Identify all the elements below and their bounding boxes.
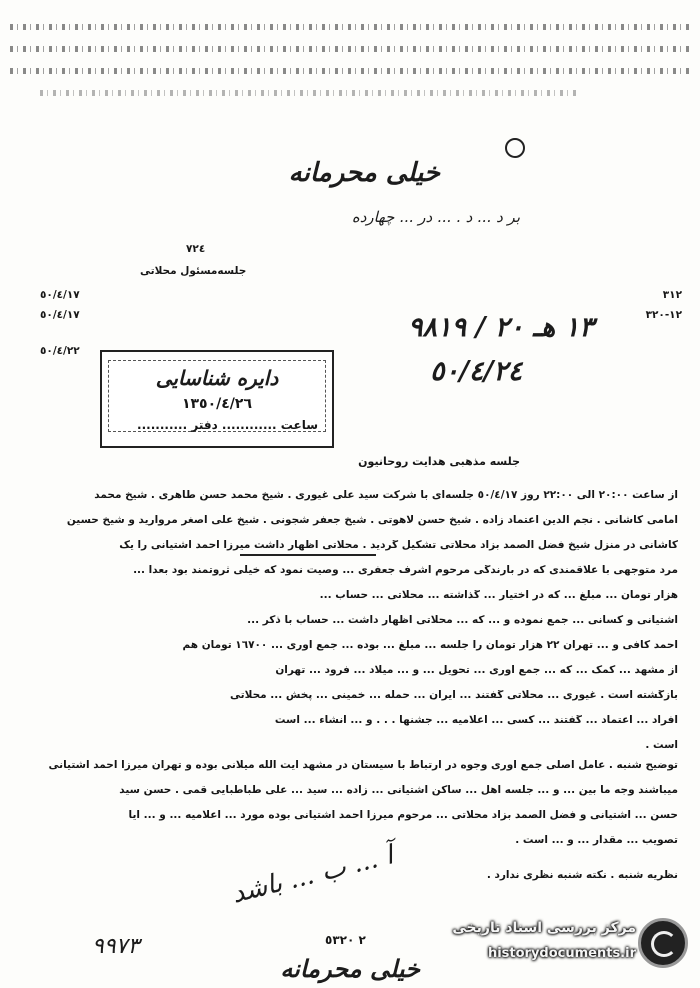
footer-hand-note: آ ... ب ... باشد xyxy=(228,840,397,910)
underline-mark xyxy=(240,554,376,556)
scan-noise xyxy=(10,24,690,30)
footer-hand-number: ٩٩٧٣ xyxy=(92,934,140,959)
archive-watermark xyxy=(442,914,692,976)
hand-reg-date: ٥٠/٤/٢٤ xyxy=(430,356,523,387)
hand-reg-number: ١٣ هـ ٢٠ / ٩٨١٩ xyxy=(408,312,594,343)
body-line-10: افراد ... اعتماد ... گفتند ... کسی ... اعلامیه ... جشنها . . . و ... انشاء ... است xyxy=(274,715,678,726)
opinion-line-1: توضیح شنبه . عامل اصلی جمع آوری وجوه در ارتباط با سیستان در مشهد آیت الله میلانی بوده و تهران میرزا احمد آشتیانی xyxy=(48,760,678,771)
doc-number: ٧٢٤ xyxy=(186,243,206,255)
watermark-url: historydocuments.ir xyxy=(487,946,636,961)
dept-label: جلسه‌مسئول محلاتی xyxy=(140,265,247,277)
date-2: ٥٠/٤/١٧ xyxy=(40,309,80,321)
scan-noise xyxy=(10,68,690,74)
handwritten-note: بر د ... د . ... در ... چهارده xyxy=(351,208,520,226)
opinion-line-2: میباشند وجه ما بین ... و ... جلسه اهل ... ساکن آشتیانی ... زاده ... سید ... علی طباطبایی قمی . حسن سید xyxy=(119,785,678,796)
date-1: ٥٠/٤/١٧ xyxy=(40,289,80,301)
body-line-11: است . xyxy=(645,740,678,751)
ref-code-1: ٣١٢ xyxy=(662,289,682,301)
opinion-line-4: تصویب ... مقدار ... و ... است . xyxy=(515,835,678,846)
closing-line: نظریه شنبه . نکته شنبه نظری ندارد . xyxy=(486,870,678,881)
scan-noise xyxy=(40,90,580,96)
ref-code-2: ١٢-٣٢٠ xyxy=(645,309,682,321)
archive-logo-icon xyxy=(638,918,688,968)
body-line-4: مرد متوجهی با علاقمندی که در بارندگی مرحوم اشرف جعفری ... وصیت نمود که خیلی ثروتمند بود بعدا ... xyxy=(133,565,678,576)
body-line-1: از ساعت ٢٠:٠٠ الی ٢٢:٠٠ روز ٥٠/٤/١٧ جلسه‌ای با شرکت سید علی غیوری . شیخ محمد حسن طاهری . شیخ محمد xyxy=(94,490,678,501)
body-line-7: احمد کافی و ... تهران ٢٢ هزار تومان را جلسه ... مبلغ ... بوده ... جمع آوری ... ١٦٧٠٠ تومان هم xyxy=(182,640,678,651)
body-line-8: از مشهد ... کمک ... که ... جمع آوری ... تحویل ... و ... میلاد ... فرود ... تهران xyxy=(275,665,678,676)
subject-line: جلسه مذهبی هدایت روحانیون xyxy=(358,455,520,468)
stamp-date: ١٣٥٠/٤/٢٦ xyxy=(181,396,253,412)
classification-top: خیلی محرمانه xyxy=(288,158,440,188)
registration-stamp xyxy=(100,350,334,448)
circle-mark-icon xyxy=(505,138,525,158)
opinion-line-3: حسن ... آشتیانی و فضل الصمد بزاد محلاتی ... مرحوم میرزا احمد آشتیانی بوده مورد ... اعلامیه ... و ... آیا xyxy=(128,810,678,821)
body-line-6: آشتیانی و کسانی ... جمع نموده و ... که ... محلاتی اظهار داشت ... حساب با ذکر ... xyxy=(247,615,678,626)
date-3: ٥٠/٤/٢٢ xyxy=(40,345,80,357)
stamp-line: ساعت ............ دفتر ........... xyxy=(137,418,318,432)
body-line-3: کاشانی در منزل شیخ فضل الصمد بزاد محلاتی تشکیل گردید . محلاتی اظهار داشت میرزا احمد آشتیانی را یک xyxy=(119,540,678,551)
watermark-title: مرکز بررسی اسناد تاریخی xyxy=(452,920,636,936)
body-line-9: بازگشته است . غیوری ... محلاتی گفتند ... ایران ... حمله ... خمینی ... پخش ... محلاتی xyxy=(230,690,678,701)
scan-noise xyxy=(10,46,690,52)
classification-bottom: خیلی محرمانه xyxy=(280,954,420,983)
footer-hand-code: ٢ ٥٣٢٠ xyxy=(325,933,366,947)
body-line-2: امامی کاشانی . نجم الدین اعتماد زاده . شیخ حسن لاهوتی . شیخ جعفر شجونی . شیخ علی اصغر مروارید و شیخ حسین xyxy=(66,515,678,526)
body-line-5: هزار تومان ... مبلغ ... که در اختیار ... گذاشته ... محلاتی ... حساب ... xyxy=(319,590,678,601)
stamp-title: دایره شناسایی xyxy=(155,366,279,390)
